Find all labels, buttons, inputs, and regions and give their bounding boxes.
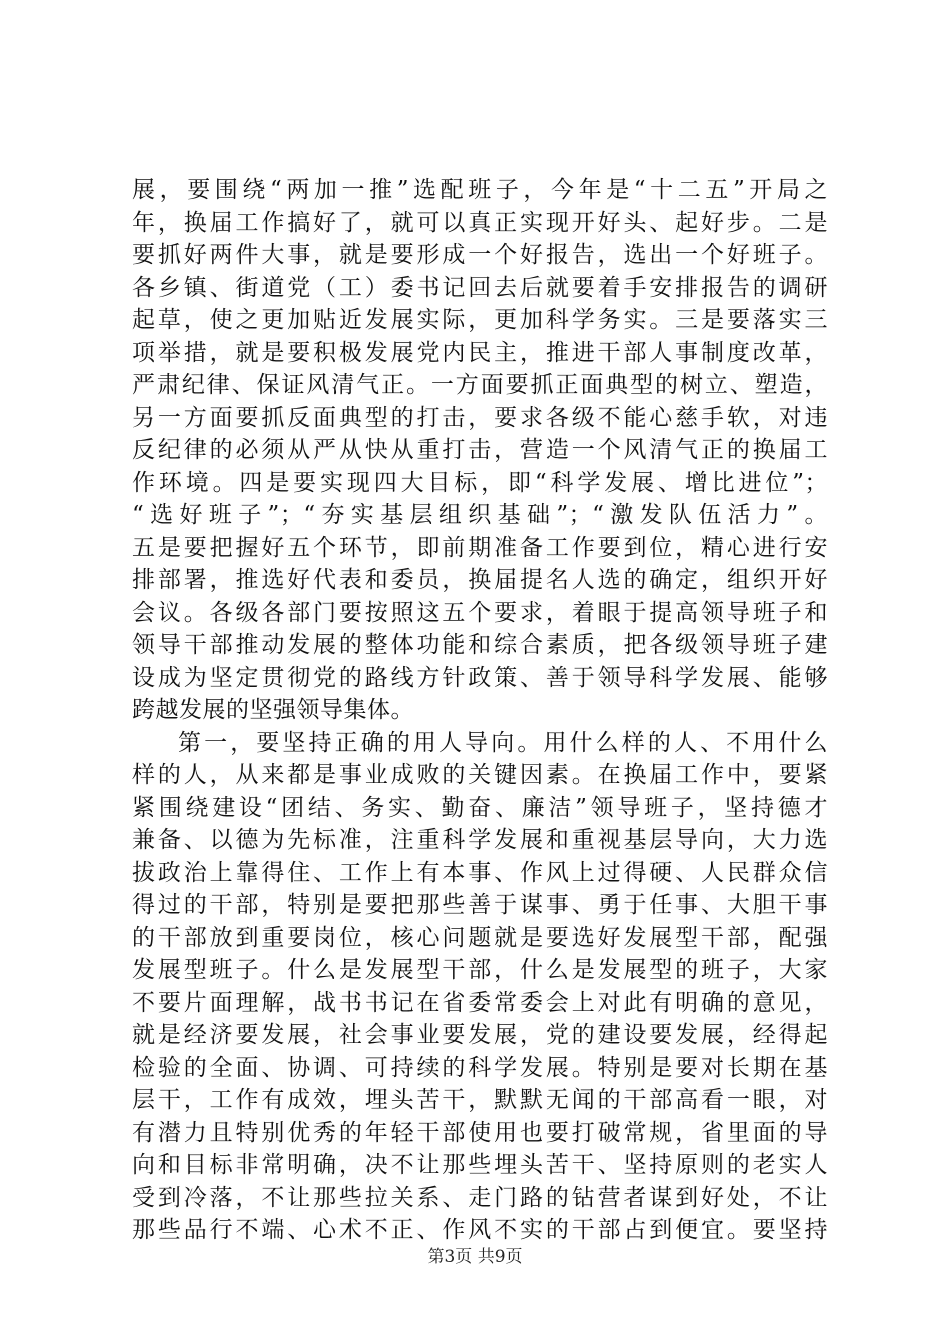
text-line: 层干，工作有成效，埋头苦干，默默无闻的干部高看一眼，对 [132,1087,828,1113]
text-line: 跨越发展的坚强领导集体。 [132,697,414,723]
text-line: “选好班子”；“夯实基层组织基础”；“激发队伍活力”。 [132,502,828,528]
text-line: 反纪律的必须从严从快从重打击，营造一个风清气正的换届工 [132,437,828,463]
page-number-footer: 第3页 共9页 [427,1247,523,1267]
text-line: 有潜力且特别优秀的年轻干部使用也要打破常规，省里面的导 [132,1119,828,1146]
text-line: 领导干部推动发展的整体功能和综合素质，把各级领导班子建 [132,632,828,658]
text-line: 年，换届工作搞好了，就可以真正实现开好头、起好步。二是 [132,209,828,236]
text-line: 向和目标非常明确，决不让那些埋头苦干、坚持原则的老实人 [132,1152,828,1178]
text-line: 样的人，从来都是事业成败的关键因素。在换届工作中，要紧 [132,762,828,788]
text-line: 受到冷落，不让那些拉关系、走门路的钻营者谋到好处，不让 [132,1184,828,1211]
text-line: 不要片面理解，战书书记在省委常委会上对此有明确的意见， [132,989,828,1016]
text-line: 各乡镇、街道党（工）委书记回去后就要着手安排报告的调研 [132,274,828,301]
text-line: 拔政治上靠得住、工作上有本事、作风上过得硬、人民群众信 [132,859,828,886]
text-line: 发展型班子。什么是发展型干部，什么是发展型的班子，大家 [132,957,828,983]
text-line: 紧围绕建设“团结、务实、勤奋、廉洁”领导班子，坚持德才 [132,794,828,821]
text-line: 五是要把握好五个环节，即前期准备工作要到位，精心进行安 [132,534,828,561]
text-line: 得过的干部，特别是要把那些善于谋事、勇于任事、大胆干事 [132,892,828,918]
text-line: 另一方面要抓反面典型的打击，要求各级不能心慈手软，对违 [132,404,828,431]
text-line: 排部署，推选好代表和委员，换届提名人选的确定，组织开好 [132,567,828,593]
text-line: 就是经济要发展，社会事业要发展，党的建设要发展，经得起 [132,1022,828,1048]
text-line: 的干部放到重要岗位，核心问题就是要选好发展型干部，配强 [132,924,828,951]
text-line: 作环境。四是要实现四大目标，即“科学发展、增比进位”； [132,469,828,496]
text-line: 项举措，就是要积极发展党内民主，推进干部人事制度改革， [132,339,828,366]
text-line: 要抓好两件大事，就是要形成一个好报告，选出一个好班子。 [132,242,828,268]
body-text [132,174,828,1247]
text-line: 会议。各级各部门要按照这五个要求，着眼于提高领导班子和 [132,599,828,626]
paragraph-first-line: 第一，要坚持正确的用人导向。用什么样的人、不用什么 [178,729,828,756]
text-line: 展，要围绕“两加一推”选配班子，今年是“十二五”开局之 [132,177,828,203]
text-line: 起草，使之更加贴近发展实际，更加科学务实。三是要落实三 [132,307,828,333]
text-line: 严肃纪律、保证风清气正。一方面要抓正面典型的树立、塑造， [132,372,828,398]
text-line: 那些品行不端、心术不正、作风不实的干部占到便宜。要坚持 [132,1217,828,1243]
text-line: 兼备、以德为先标准，注重科学发展和重视基层导向，大力选 [132,827,828,853]
text-line: 设成为坚定贯彻党的路线方针政策、善于领导科学发展、能够 [132,664,828,691]
text-line: 检验的全面、协调、可持续的科学发展。特别是要对长期在基 [132,1054,828,1081]
